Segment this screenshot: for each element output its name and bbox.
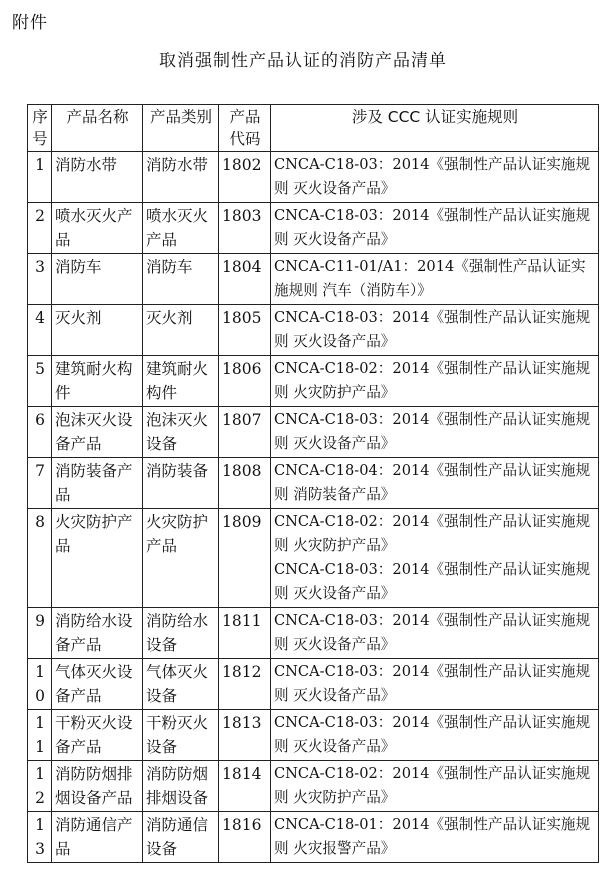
product-code: 1816: [219, 812, 271, 863]
product-name: 建筑耐火构件: [52, 356, 143, 407]
ccc-rule-cell: [271, 152, 599, 203]
product-name: 消防车: [52, 254, 143, 305]
product-name: 消防给水设备产品: [52, 608, 143, 659]
product-category: 消防车: [143, 254, 219, 305]
ccc-rule-text: CNCA-C18-03：2014《强制性产品认证实施规则 灭火设备产品》: [274, 309, 591, 350]
attachment-label: 附件: [12, 13, 48, 33]
product-code: 1811: [219, 608, 271, 659]
table-row: [28, 152, 599, 203]
ccc-rule-cell: [271, 659, 599, 710]
ccc-rule-cell: [271, 458, 599, 509]
ccc-rule-cell: [271, 356, 599, 407]
document-title: 取消强制性产品认证的消防产品清单: [159, 51, 447, 71]
column-header-product-code: 产品代码: [219, 105, 271, 152]
product-category: 喷水灭火产品: [143, 203, 219, 254]
table-body: [28, 152, 599, 863]
product-category: 泡沫灭火设备: [143, 407, 219, 458]
ccc-rule-cell: [271, 254, 599, 305]
table-row: [28, 761, 599, 812]
ccc-rule-text: CNCA-C18-01：2014《强制性产品认证实施规则 火灾报警产品》: [274, 816, 591, 857]
product-category: 消防防烟排烟设备: [143, 761, 219, 812]
product-name: 气体灭火设备产品: [52, 659, 143, 710]
row-number: 12: [28, 761, 52, 812]
row-number: 8: [28, 509, 52, 608]
product-category: 消防水带: [143, 152, 219, 203]
ccc-rule-text: CNCA-C18-03：2014《强制性产品认证实施规则 灭火设备产品》: [274, 156, 591, 197]
ccc-rule-text: CNCA-C18-02：2014《强制性产品认证实施规则 火灾防护产品》: [274, 765, 591, 806]
row-number: 11: [28, 710, 52, 761]
ccc-rule-text: CNCA-C11-01/A1：2014《强制性产品认证实施规则 汽车（消防车）》: [274, 258, 586, 299]
ccc-rule-cell: [271, 305, 599, 356]
product-category: 消防给水设备: [143, 608, 219, 659]
ccc-rule-text: CNCA-C18-03：2014《强制性产品认证实施规则 灭火设备产品》: [274, 663, 591, 704]
product-category: 气体灭火设备: [143, 659, 219, 710]
table-row: [28, 203, 599, 254]
ccc-rule-cell: [271, 608, 599, 659]
table-row: [28, 254, 599, 305]
product-name: 火灾防护产品: [52, 509, 143, 608]
product-code: 1806: [219, 356, 271, 407]
table-row: [28, 659, 599, 710]
product-name: 消防装备产品: [52, 458, 143, 509]
ccc-rule-cell: [271, 761, 599, 812]
column-header-ccc-rules: 涉及 CCC 认证实施规则: [271, 105, 599, 152]
row-number: 3: [28, 254, 52, 305]
ccc-rule-text: CNCA-C18-03：2014《强制性产品认证实施规则 灭火设备产品》: [274, 612, 591, 653]
table-row: [28, 608, 599, 659]
product-name: 泡沫灭火设备产品: [52, 407, 143, 458]
row-number: 7: [28, 458, 52, 509]
column-header-product-name: 产品名称: [52, 105, 143, 152]
product-category: 火灾防护产品: [143, 509, 219, 608]
table-row: [28, 710, 599, 761]
product-code: 1803: [219, 203, 271, 254]
row-number: 9: [28, 608, 52, 659]
product-category: 建筑耐火构件: [143, 356, 219, 407]
table-row: [28, 305, 599, 356]
table-row: [28, 458, 599, 509]
product-category: 灭火剂: [143, 305, 219, 356]
product-code: 1809: [219, 509, 271, 608]
ccc-rule-text: CNCA-C18-02：2014《强制性产品认证实施规则 火灾防护产品》: [274, 513, 591, 554]
row-number: 1: [28, 152, 52, 203]
table-row: [28, 356, 599, 407]
product-list-table: [27, 104, 599, 863]
ccc-rule-text: CNCA-C18-04：2014《强制性产品认证实施规则 消防装备产品》: [274, 462, 591, 503]
table-row: [28, 812, 599, 863]
ccc-rule-text: CNCA-C18-03：2014《强制性产品认证实施规则 灭火设备产品》: [274, 714, 591, 755]
product-code: 1805: [219, 305, 271, 356]
product-code: 1807: [219, 407, 271, 458]
row-number: 13: [28, 812, 52, 863]
product-name: 喷水灭火产品: [52, 203, 143, 254]
product-category: 消防装备: [143, 458, 219, 509]
row-number: 5: [28, 356, 52, 407]
row-number: 10: [28, 659, 52, 710]
table-row: [28, 407, 599, 458]
product-category: 消防通信设备: [143, 812, 219, 863]
product-code: 1813: [219, 710, 271, 761]
product-category: 干粉灭火设备: [143, 710, 219, 761]
ccc-rule-text: CNCA-C18-03：2014《强制性产品认证实施规则 灭火设备产品》: [274, 411, 591, 452]
row-number: 2: [28, 203, 52, 254]
product-name: 消防通信产品: [52, 812, 143, 863]
column-header-number: 序号: [28, 105, 52, 152]
ccc-rule-text: CNCA-C18-03：2014《强制性产品认证实施规则 灭火设备产品》: [274, 561, 591, 602]
table-header-row: [28, 105, 599, 152]
product-code: 1802: [219, 152, 271, 203]
product-code: 1804: [219, 254, 271, 305]
product-code: 1814: [219, 761, 271, 812]
product-code: 1812: [219, 659, 271, 710]
ccc-rule-text: CNCA-C18-02：2014《强制性产品认证实施规则 火灾防护产品》: [274, 360, 591, 401]
row-number: 6: [28, 407, 52, 458]
product-name: 消防水带: [52, 152, 143, 203]
product-name: 灭火剂: [52, 305, 143, 356]
ccc-rule-cell: [271, 203, 599, 254]
ccc-rule-cell: [271, 509, 599, 608]
product-name: 干粉灭火设备产品: [52, 710, 143, 761]
ccc-rule-cell: [271, 407, 599, 458]
ccc-rule-cell: [271, 812, 599, 863]
ccc-rule-cell: [271, 710, 599, 761]
ccc-rule-text: CNCA-C18-03：2014《强制性产品认证实施规则 灭火设备产品》: [274, 207, 591, 248]
column-header-product-category: 产品类别: [143, 105, 219, 152]
product-name: 消防防烟排烟设备产品: [52, 761, 143, 812]
table-row: [28, 509, 599, 608]
row-number: 4: [28, 305, 52, 356]
product-code: 1808: [219, 458, 271, 509]
